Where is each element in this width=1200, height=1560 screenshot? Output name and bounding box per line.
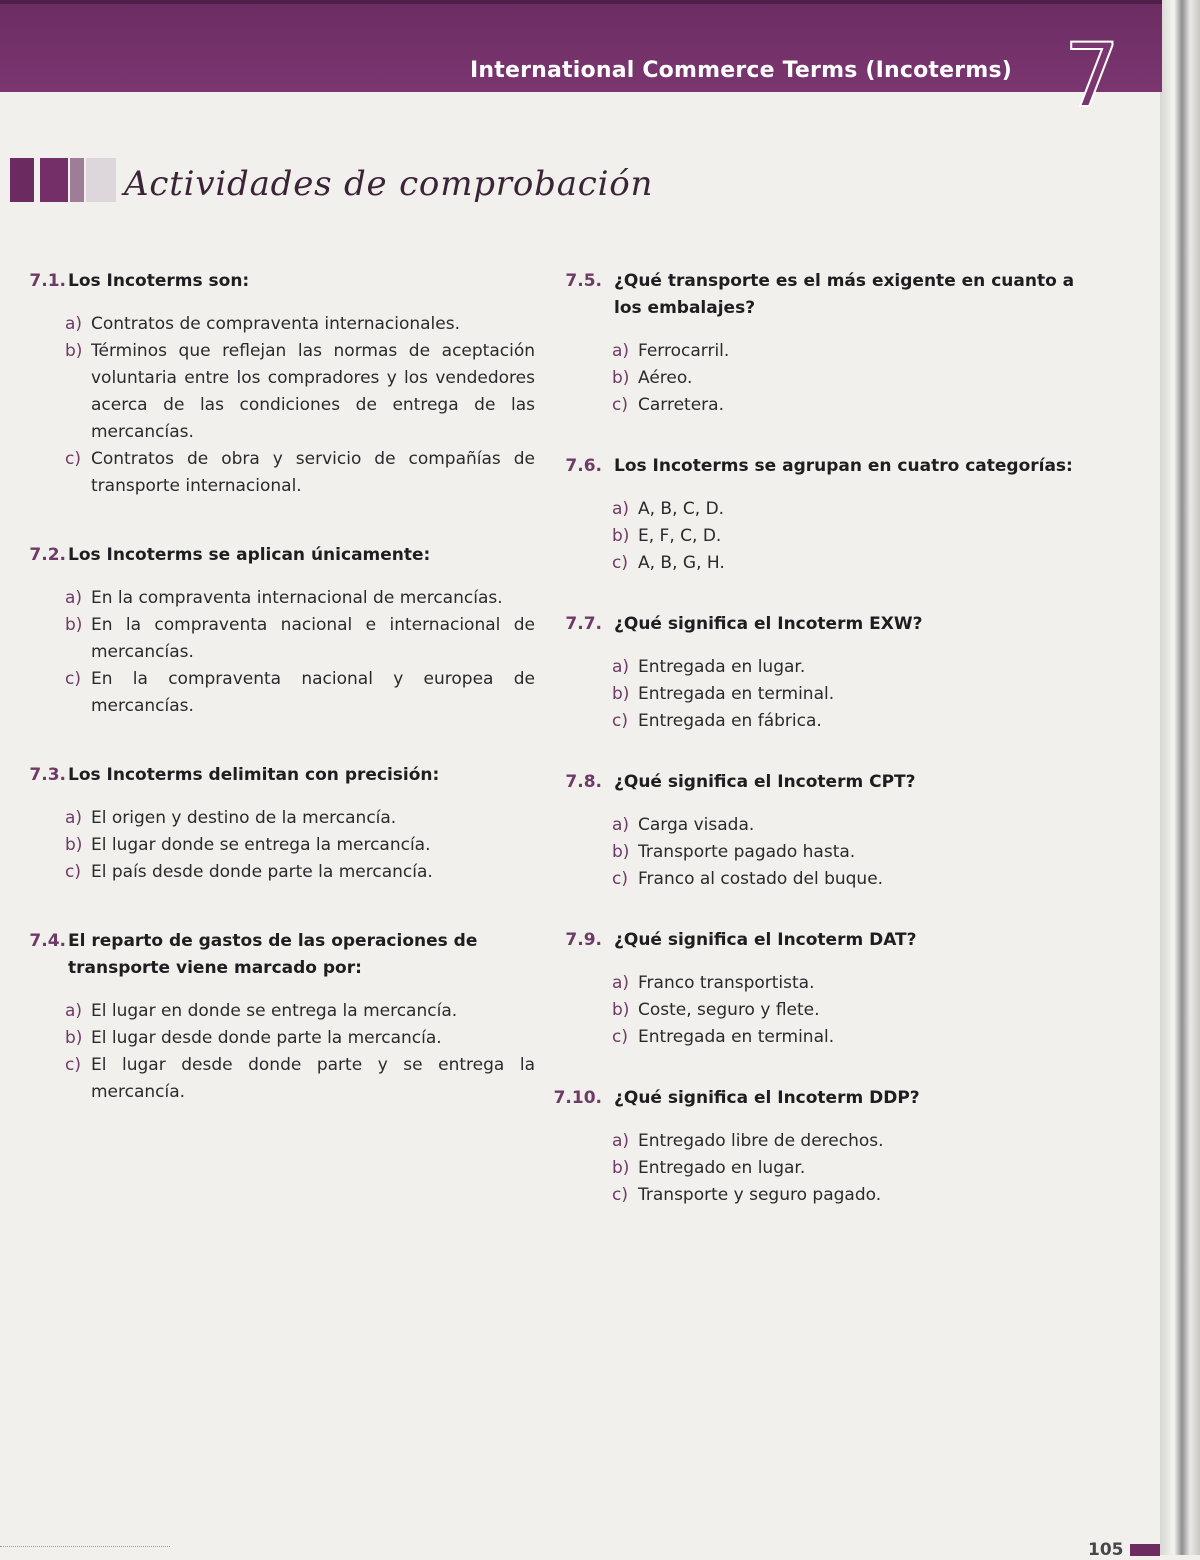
option-text: Transporte pagado hasta.: [638, 842, 856, 862]
spacer: [552, 751, 1092, 769]
option-text: Contratos de compraventa internacionales.: [91, 314, 460, 334]
spacer: [10, 736, 535, 762]
option[interactable]: [612, 970, 1092, 997]
option-letter: c): [612, 553, 628, 573]
running-title: International Commerce Terms (Incoterms): [470, 58, 1012, 83]
option-text: En la compraventa internacional de mercancías.: [91, 588, 503, 608]
question: [552, 611, 1092, 735]
option-text: El lugar desde donde parte y se entrega la mercancía.: [91, 1055, 535, 1102]
question: [10, 268, 535, 500]
page-edge: [1160, 0, 1200, 1555]
option-letter: c): [65, 862, 81, 882]
question-text: ¿Qué significa el Incoterm DDP?: [614, 1088, 920, 1108]
option-text: Entregada en terminal.: [638, 684, 835, 704]
question-number: 7.10.: [553, 1088, 602, 1108]
option[interactable]: [65, 998, 535, 1025]
option-text: El lugar donde se entrega la mercancía.: [91, 835, 431, 855]
option-text: Coste, seguro y flete.: [638, 1000, 820, 1020]
option-letter: a): [65, 1001, 83, 1021]
question: [552, 927, 1092, 1051]
question-text: Los Incoterms se agrupan en cuatro categorías:: [614, 456, 1073, 476]
option[interactable]: [612, 681, 1092, 708]
marker-bar: [40, 158, 68, 202]
options-list: [65, 998, 535, 1106]
options-list: [612, 654, 1092, 735]
option-text: El lugar en donde se entrega la mercancía.: [91, 1001, 458, 1021]
option[interactable]: [612, 550, 1092, 577]
chapter-number: 7: [1064, 24, 1120, 127]
option[interactable]: [65, 585, 535, 612]
option[interactable]: [612, 1155, 1092, 1182]
option-letter: a): [612, 815, 630, 835]
question-number: 7.1.: [29, 271, 66, 291]
option[interactable]: [65, 311, 535, 338]
spacer: [552, 435, 1092, 453]
option[interactable]: [65, 446, 535, 500]
option-letter: c): [65, 1055, 81, 1075]
option-letter: a): [65, 588, 83, 608]
spacer: [10, 902, 535, 928]
option-letter: c): [612, 869, 628, 889]
option-text: Términos que reflejan las normas de aceptación voluntaria entre los compradores y los vendedores acerca de las condiciones de entrega de las mercancías.: [91, 341, 535, 442]
footer-rule: [0, 1546, 170, 1547]
option[interactable]: [612, 708, 1092, 735]
option-letter: b): [65, 1028, 83, 1048]
option-text: El origen y destino de la mercancía.: [91, 808, 397, 828]
option[interactable]: [612, 496, 1092, 523]
section-title: Actividades de comprobación: [124, 164, 654, 204]
question: [552, 769, 1092, 893]
option-text: Ferrocarril.: [638, 341, 730, 361]
spacer: [552, 909, 1092, 927]
questions-column-right: [552, 268, 1092, 1225]
page-footer: [0, 1540, 1200, 1560]
section-marker-icon: [10, 158, 120, 202]
question-text: Los Incoterms son:: [68, 271, 250, 291]
question-number: 7.2.: [29, 545, 66, 565]
option-letter: a): [612, 1131, 630, 1151]
option-text: Entregada en lugar.: [638, 657, 806, 677]
option-text: Contratos de obra y servicio de compañías de transporte internacional.: [91, 449, 535, 496]
option-letter: a): [612, 341, 630, 361]
question: [10, 542, 535, 720]
option-letter: b): [65, 835, 83, 855]
option-text: Carretera.: [638, 395, 724, 415]
option-letter: c): [612, 1027, 628, 1047]
question: [552, 268, 1092, 419]
option-text: A, B, C, D.: [638, 499, 725, 519]
option[interactable]: [612, 1128, 1092, 1155]
option-letter: b): [612, 684, 630, 704]
question: [10, 928, 535, 1106]
options-list: [612, 970, 1092, 1051]
questions-column-left: [10, 268, 535, 1122]
option[interactable]: [612, 338, 1092, 365]
option[interactable]: [65, 338, 535, 446]
options-list: [612, 1128, 1092, 1209]
marker-bar: [10, 158, 34, 202]
option-text: El lugar desde donde parte la mercancía.: [91, 1028, 442, 1048]
options-list: [612, 496, 1092, 577]
option-text: Entregada en fábrica.: [638, 711, 822, 731]
question: [552, 453, 1092, 577]
spacer: [552, 1067, 1092, 1085]
option[interactable]: [65, 1052, 535, 1106]
question-number: 7.9.: [565, 930, 602, 950]
option-letter: b): [612, 526, 630, 546]
spacer: [10, 516, 535, 542]
option[interactable]: [612, 839, 1092, 866]
option-letter: a): [65, 808, 83, 828]
option-text: E, F, C, D.: [638, 526, 722, 546]
marker-bar: [86, 158, 116, 202]
option-letter: a): [612, 973, 630, 993]
chapter-header-band: [0, 0, 1162, 92]
options-list: [612, 338, 1092, 419]
option-letter: b): [65, 615, 83, 635]
question-text: ¿Qué significa el Incoterm DAT?: [614, 930, 917, 950]
question-text: ¿Qué significa el Incoterm EXW?: [614, 614, 923, 634]
option-text: Franco transportista.: [638, 973, 815, 993]
option-letter: a): [612, 657, 630, 677]
question: [10, 762, 535, 886]
option-letter: b): [65, 341, 83, 361]
spacer: [552, 593, 1092, 611]
question-number: 7.6.: [565, 456, 602, 476]
option-letter: c): [612, 395, 628, 415]
options-list: [65, 311, 535, 500]
question-text: Los Incoterms delimitan con precisión:: [68, 765, 440, 785]
question-number: 7.4.: [29, 931, 66, 951]
question-text: Los Incoterms se aplican únicamente:: [68, 545, 431, 565]
options-list: [612, 812, 1092, 893]
question: [552, 1085, 1092, 1209]
option-text: Carga visada.: [638, 815, 755, 835]
option-letter: b): [612, 1000, 630, 1020]
option[interactable]: [65, 612, 535, 666]
option[interactable]: [612, 1182, 1092, 1209]
option-letter: b): [612, 842, 630, 862]
option-letter: c): [65, 449, 81, 469]
option[interactable]: [612, 866, 1092, 893]
option-text: Entregado libre de derechos.: [638, 1131, 884, 1151]
option[interactable]: [65, 859, 535, 886]
option-text: Franco al costado del buque.: [638, 869, 884, 889]
option[interactable]: [612, 523, 1092, 550]
options-list: [65, 585, 535, 720]
option-letter: c): [612, 711, 628, 731]
question-number: 7.8.: [565, 772, 602, 792]
option[interactable]: [65, 805, 535, 832]
question-text: ¿Qué transporte es el más exigente en cuanto a los embalajes?: [614, 271, 1075, 318]
options-list: [65, 805, 535, 886]
option-letter: b): [612, 1158, 630, 1178]
option[interactable]: [612, 997, 1092, 1024]
option-letter: a): [612, 499, 630, 519]
question-text: ¿Qué significa el Incoterm CPT?: [614, 772, 916, 792]
question-number: 7.5.: [565, 271, 602, 291]
option-text: En la compraventa nacional e internacional de mercancías.: [91, 615, 535, 662]
option-text: Entregada en terminal.: [638, 1027, 835, 1047]
question-number: 7.7.: [565, 614, 602, 634]
option[interactable]: [65, 666, 535, 720]
footer-accent-bar: [1130, 1544, 1160, 1556]
option[interactable]: [612, 365, 1092, 392]
option-text: El país desde donde parte la mercancía.: [91, 862, 433, 882]
question-number: 7.3.: [29, 765, 66, 785]
marker-bar: [70, 158, 84, 202]
page-number: 105: [1088, 1540, 1124, 1560]
option[interactable]: [612, 1024, 1092, 1051]
option-letter: c): [65, 669, 81, 689]
option-text: Transporte y seguro pagado.: [638, 1185, 882, 1205]
option[interactable]: [612, 392, 1092, 419]
option-text: Entregado en lugar.: [638, 1158, 806, 1178]
option-letter: a): [65, 314, 83, 334]
option[interactable]: [65, 1025, 535, 1052]
question-text: El reparto de gastos de las operaciones de transporte viene marcado por:: [68, 931, 478, 978]
option-text: Aéreo.: [638, 368, 693, 388]
option-letter: c): [612, 1185, 628, 1205]
option[interactable]: [612, 812, 1092, 839]
option[interactable]: [65, 832, 535, 859]
option-letter: b): [612, 368, 630, 388]
option[interactable]: [612, 654, 1092, 681]
option-text: A, B, G, H.: [638, 553, 725, 573]
option-text: En la compraventa nacional y europea de mercancías.: [91, 669, 535, 716]
